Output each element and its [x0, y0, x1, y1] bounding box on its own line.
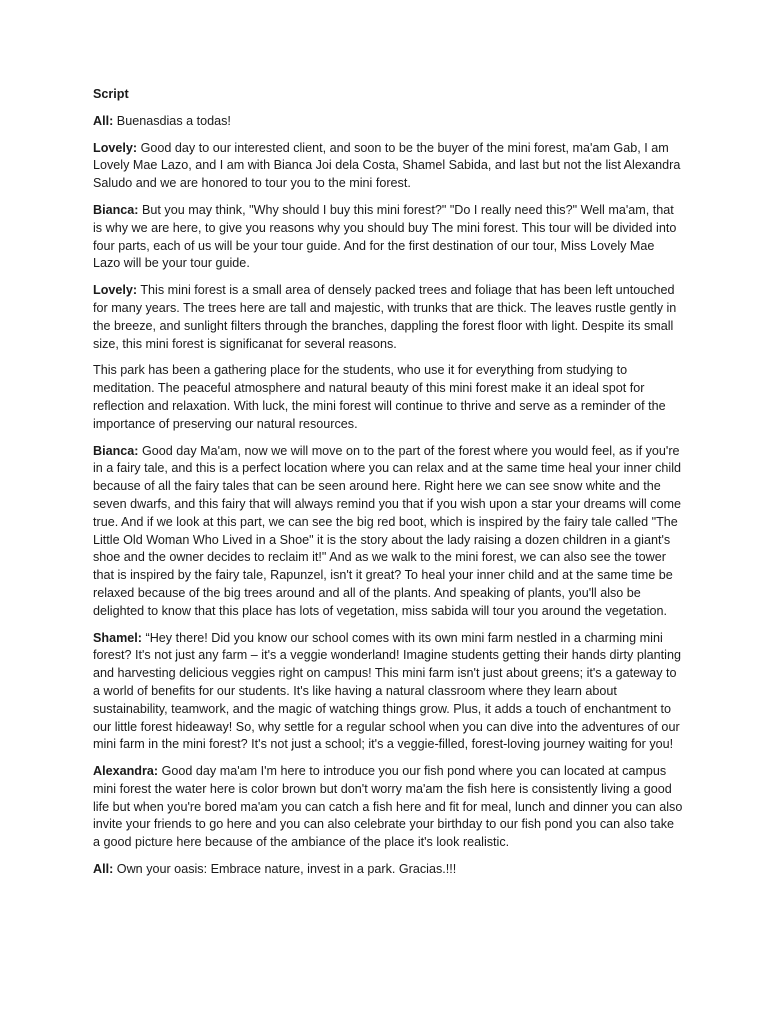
- script-paragraph: [93, 362, 683, 433]
- script-paragraph: [93, 282, 683, 353]
- speaker-label: Shamel:: [93, 630, 142, 645]
- script-paragraph: [93, 443, 683, 621]
- script-paragraph: [93, 763, 683, 852]
- dialogue-text: Own your oasis: Embrace nature, invest in a park. Gracias.!!!: [113, 862, 457, 877]
- script-paragraph: [93, 861, 683, 879]
- dialogue-text: But you may think, "Why should I buy this mini forest?" "Do I really need this?" Well ma'am, that is why we are here, to give you reasons why you should buy The mini forest. This tour will be divided into four parts, each of us will be your tour guide. And for the first destination of our tour, Miss Lovely Mae Lazo will be your tour guide.: [93, 202, 677, 271]
- speaker-label: Bianca:: [93, 443, 139, 458]
- dialogue-text: Buenasdias a todas!: [113, 113, 231, 128]
- speaker-label: Bianca:: [93, 202, 139, 217]
- script-paragraph: [93, 113, 683, 131]
- dialogue-text: Good day ma'am I'm here to introduce you our fish pond where you can located at campus mini forest the water here is color brown but don't worry ma'am the fish here is consistently living a good life but when you're bored ma'am you can catch a fish here and fit for meal, lunch and dinner you can also invite your friends to go here and you can also celebrate your birthday to our fish pond you can also take a good picture here because of the ambiance of the place it's look realistic.: [93, 764, 683, 850]
- dialogue-text: This mini forest is a small area of densely packed trees and foliage that has been left untouched for many years. The trees here are tall and majestic, with trunks that are thick. The leaves rustle gently in the breeze, and sunlight filters through the branches, dappling the forest floor with light. Despite its small size, this mini forest is significanat for several reasons.: [93, 283, 677, 351]
- dialogue-text: Good day Ma'am, now we will move on to the part of the forest where you would feel, as if you're in a fairy tale, and this is a perfect location where you can relax and at the same time heal your inner child because of all the fairy tales that can be seen around here. Right here we can see snow white and the seven dwarfs, and this fairy that will always remind you that if you wish upon a star your dreams will come true. And if we look at this part, we can see the big red boot, which is inspired by the fairy tale called "The Little Old Woman Who Lived in a Shoe" it is the story about the lady raising a dozen children in a giant's shoe and the owner decides to reclaim it!" And as we walk to the mini forest, we can also see the tower that is inspired by the fairy tale, Rapunzel, isn't it great? To heal your inner child and at the same time be relaxed because of the big trees around and all of the plants. And speaking of plants, you'll also be delighted to know that this place has lots of vegetation, miss sabida will tour you around the vegetation.: [93, 443, 682, 618]
- dialogue-text: “Hey there! Did you know our school comes with its own mini farm nestled in a charming mini forest? It's not just any farm – it's a veggie wonderland! Imagine students getting their hands dirty planting and harvesting delicious veggies right on campus! This mini farm isn't just about greens; it's a gateway to a world of benefits for our students. It's like having a natural classroom where they learn about sustainability, teamwork, and the magic of watching things grow. Plus, it adds a touch of enchantment to our little forest hideaway! So, why settle for a regular school when you can dive into the adventures of our mini farm in the mini forest? It's not just a school; it's a veggie-filled, forest-loving journey waiting for you!: [93, 630, 681, 752]
- speaker-label: All:: [93, 113, 114, 128]
- document-title: Script: [93, 87, 129, 101]
- script-document: [93, 86, 683, 888]
- script-paragraph: [93, 140, 683, 193]
- speaker-label: All:: [93, 862, 114, 877]
- script-paragraph: [93, 202, 683, 273]
- speaker-label: Alexandra:: [93, 764, 159, 779]
- dialogue-text: This park has been a gathering place for the students, who use it for everything from studying to meditation. The peaceful atmosphere and natural beauty of this mini forest make it an ideal spot for reflection and relaxation. With luck, the mini forest will continue to thrive and serve as a reminder of the importance of preserving our natural resources.: [93, 363, 666, 431]
- speaker-label: Lovely:: [93, 140, 138, 155]
- script-paragraph: [93, 630, 683, 755]
- speaker-label: Lovely:: [93, 283, 138, 298]
- dialogue-text: Good day to our interested client, and soon to be the buyer of the mini forest, ma'am Gab, I am Lovely Mae Lazo, and I am with Bianca Joi dela Costa, Shamel Sabida, and last but not the list Alexandra Saludo and we are honored to tour you to the mini forest.: [93, 140, 681, 191]
